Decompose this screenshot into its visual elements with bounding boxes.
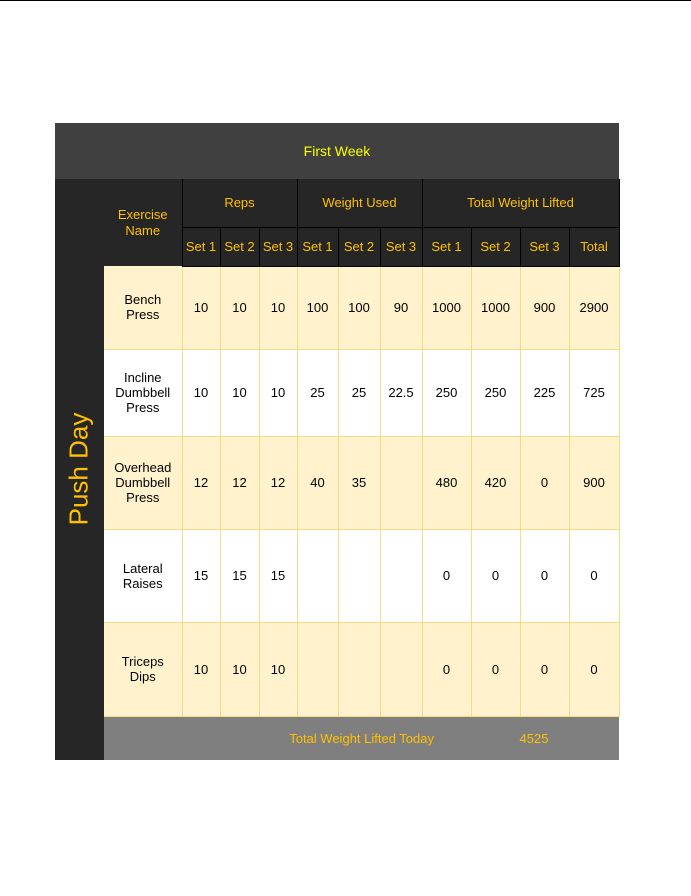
- table-row: [104, 349, 619, 436]
- total-row: [104, 716, 619, 760]
- reps-set1: 10: [182, 349, 220, 436]
- reps-set2: 15: [220, 529, 259, 622]
- exercise-name: Bench Press: [104, 266, 182, 349]
- exercise-name: Triceps Dips: [104, 622, 182, 716]
- total-set2: 420: [471, 436, 520, 529]
- table-row: [104, 436, 619, 529]
- weight-set1-header: Set 1: [297, 227, 338, 266]
- total-set3-header: Set 3: [520, 227, 569, 266]
- reps-set2-header: Set 2: [220, 227, 259, 266]
- total-set1: 0: [422, 529, 471, 622]
- weight-set2: [338, 622, 380, 716]
- reps-set1: 15: [182, 529, 220, 622]
- weight-set2: 25: [338, 349, 380, 436]
- total-set2: 1000: [471, 266, 520, 349]
- week-title: First Week: [55, 123, 619, 179]
- reps-set1-header: Set 1: [182, 227, 220, 266]
- reps-set1: 12: [182, 436, 220, 529]
- weight-set3: 90: [380, 266, 422, 349]
- weight-set2: [338, 529, 380, 622]
- reps-set3: 12: [259, 436, 297, 529]
- weight-set3: 22.5: [380, 349, 422, 436]
- weight-set1: 100: [297, 266, 338, 349]
- total-sum: 725: [569, 349, 619, 436]
- reps-set3: 15: [259, 529, 297, 622]
- exercise-name: Overhead Dumbbell Press: [104, 436, 182, 529]
- reps-set2: 10: [220, 349, 259, 436]
- total-spacer: [569, 716, 619, 760]
- reps-set3: 10: [259, 266, 297, 349]
- reps-set1: 10: [182, 622, 220, 716]
- exercise-name: Incline Dumbbell Press: [104, 349, 182, 436]
- weight-set3: [380, 529, 422, 622]
- weight-set2: 35: [338, 436, 380, 529]
- page-top-border: [0, 0, 691, 1]
- table-row: [104, 529, 619, 622]
- total-sum-header: Total: [569, 227, 619, 266]
- reps-set3: 10: [259, 622, 297, 716]
- reps-set2: 10: [220, 266, 259, 349]
- workout-table: [104, 179, 620, 760]
- reps-set3-header: Set 3: [259, 227, 297, 266]
- total-set2: 250: [471, 349, 520, 436]
- table-row: [104, 266, 619, 349]
- total-sum: 0: [569, 622, 619, 716]
- total-set2: 0: [471, 622, 520, 716]
- workout-sheet: [55, 123, 619, 760]
- reps-set2: 10: [220, 622, 259, 716]
- total-set3: 0: [520, 529, 569, 622]
- weight-set1: [297, 622, 338, 716]
- weight-set3: [380, 436, 422, 529]
- reps-header: Reps: [182, 179, 297, 227]
- weight-set1: 40: [297, 436, 338, 529]
- total-set1: 1000: [422, 266, 471, 349]
- total-set2: 0: [471, 529, 520, 622]
- total-set2-header: Set 2: [471, 227, 520, 266]
- total-set1: 480: [422, 436, 471, 529]
- weight-set1: 25: [297, 349, 338, 436]
- weight-set2-header: Set 2: [338, 227, 380, 266]
- total-label: Total Weight Lifted Today: [104, 716, 471, 760]
- total-set3: 900: [520, 266, 569, 349]
- total-set1: 0: [422, 622, 471, 716]
- weight-used-header: Weight Used: [297, 179, 422, 227]
- day-label: Push Day: [63, 412, 94, 526]
- day-sidebar: [55, 179, 104, 760]
- exercise-name: Lateral Raises: [104, 529, 182, 622]
- table-row: [104, 622, 619, 716]
- total-set1: 250: [422, 349, 471, 436]
- total-set3: 0: [520, 622, 569, 716]
- reps-set3: 10: [259, 349, 297, 436]
- total-set3: 225: [520, 349, 569, 436]
- weight-set1: [297, 529, 338, 622]
- exercise-name-header: Exercise Name: [104, 179, 182, 266]
- weight-set2: 100: [338, 266, 380, 349]
- total-set3: 0: [520, 436, 569, 529]
- weight-set3: [380, 622, 422, 716]
- total-sum: 0: [569, 529, 619, 622]
- total-weight-lifted-header: Total Weight Lifted: [422, 179, 619, 227]
- weight-set3-header: Set 3: [380, 227, 422, 266]
- reps-set2: 12: [220, 436, 259, 529]
- total-set1-header: Set 1: [422, 227, 471, 266]
- reps-set1: 10: [182, 266, 220, 349]
- total-sum: 900: [569, 436, 619, 529]
- total-value: 4525: [471, 716, 569, 760]
- total-sum: 2900: [569, 266, 619, 349]
